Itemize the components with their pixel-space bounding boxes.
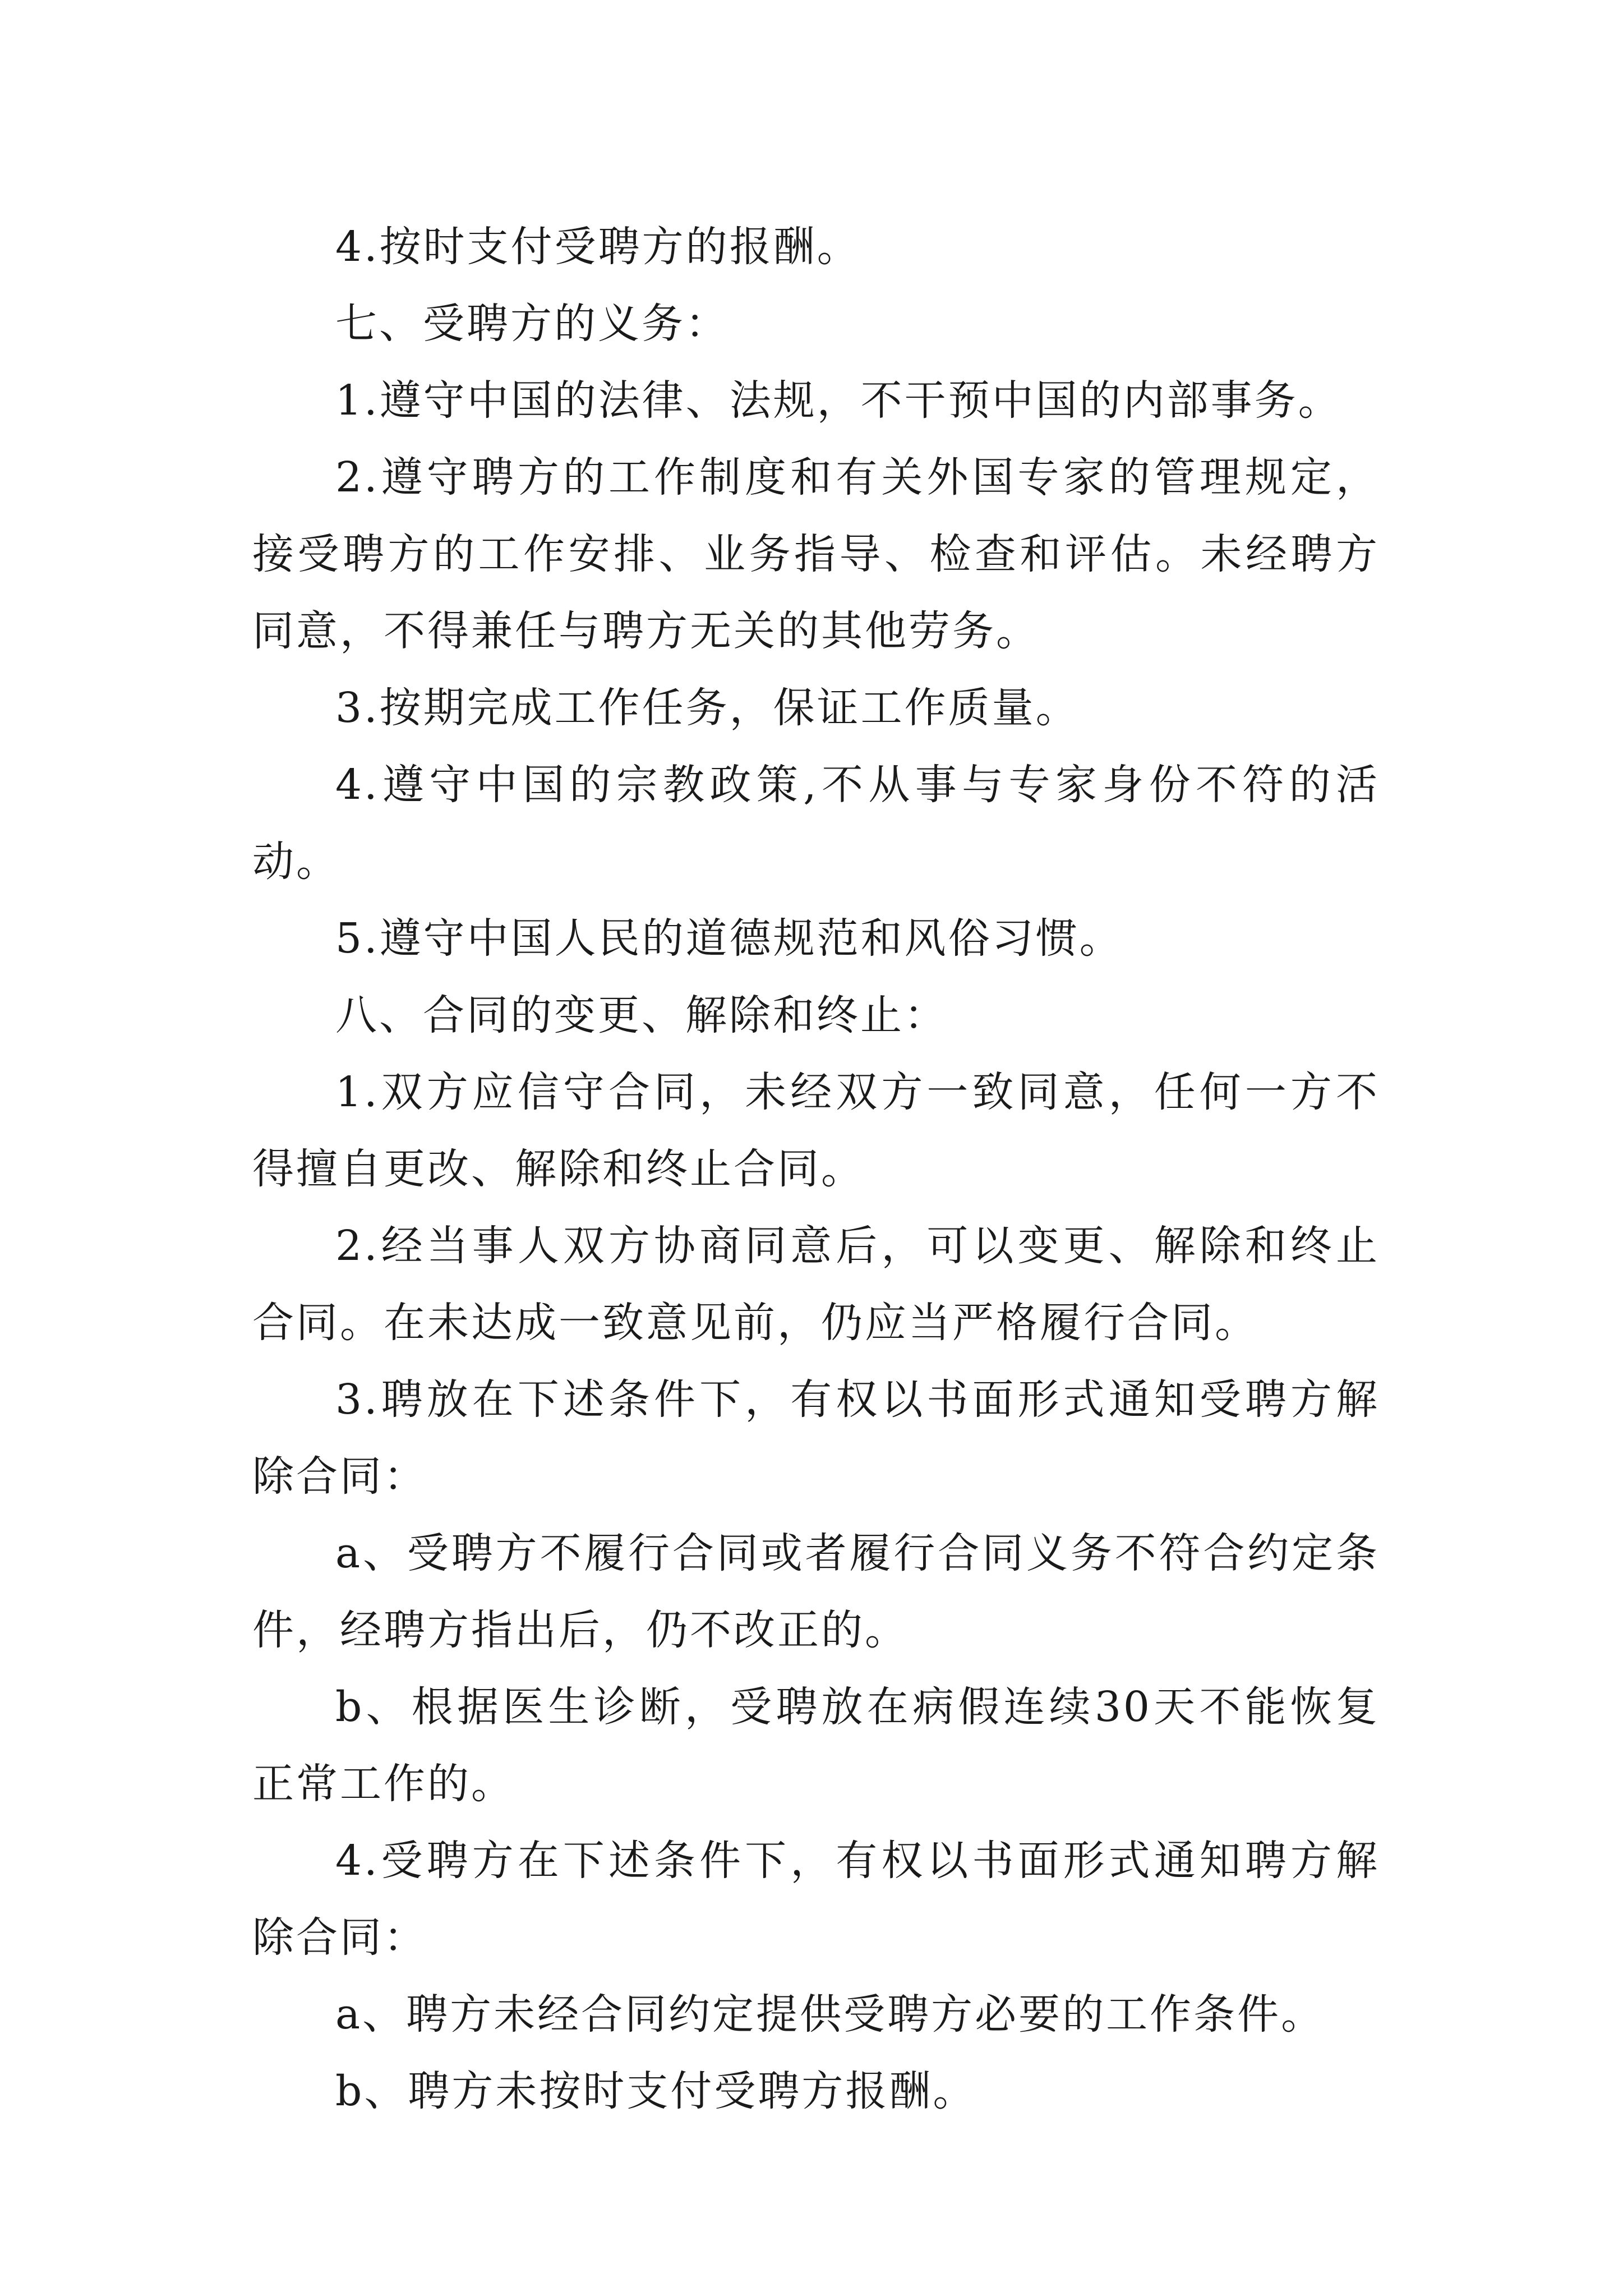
paragraph: 3.按期完成工作任务，保证工作质量。 (335, 684, 1080, 732)
paragraph: 1.双方应信守合同，未经双方一致同意，任何一方不得擅自更改、解除和终止合同。 (252, 1068, 1380, 1193)
paragraph: 2.遵守聘方的工作制度和有关外国专家的管理规定，接受聘方的工作安排、业务指导、检查和评估。未经聘方同意，不得兼任与聘方无关的其他劳务。 (252, 453, 1380, 655)
document-body (252, 209, 1380, 2130)
paragraph: a、受聘方不履行合同或者履行合同义务不符合约定条件，经聘方指出后，仍不改正的。 (252, 1529, 1380, 1654)
section-heading: 七、受聘方的义务： (335, 300, 729, 348)
paragraph: 3.聘放在下述条件下，有权以书面形式通知受聘方解除合同： (252, 1375, 1380, 1501)
paragraph: 5.遵守中国人民的道德规范和风俗习惯。 (335, 914, 1123, 963)
paragraph: b、根据医生诊断，受聘放在病假连续30天不能恢复正常工作的。 (252, 1683, 1380, 1808)
paragraph: 4.按时支付受聘方的报酬。 (335, 223, 861, 271)
paragraph: b、聘方未按时支付受聘方报酬。 (335, 2067, 977, 2115)
paragraph: 4.受聘方在下述条件下，有权以书面形式通知聘方解除合同： (252, 1837, 1380, 1962)
paragraph: a、聘方未经合同约定提供受聘方必要的工作条件。 (335, 1990, 1325, 2039)
paragraph: 4.遵守中国的宗教政策,不从事与专家身份不符的活动。 (252, 761, 1380, 886)
section-heading: 八、合同的变更、解除和终止： (335, 991, 948, 1039)
paragraph: 1.遵守中国的法律、法规，不干预中国的内部事务。 (335, 376, 1342, 425)
paragraph: 2.经当事人双方协商同意后，可以变更、解除和终止合同。在未达成一致意见前，仍应当严格履行合同。 (252, 1222, 1380, 1347)
